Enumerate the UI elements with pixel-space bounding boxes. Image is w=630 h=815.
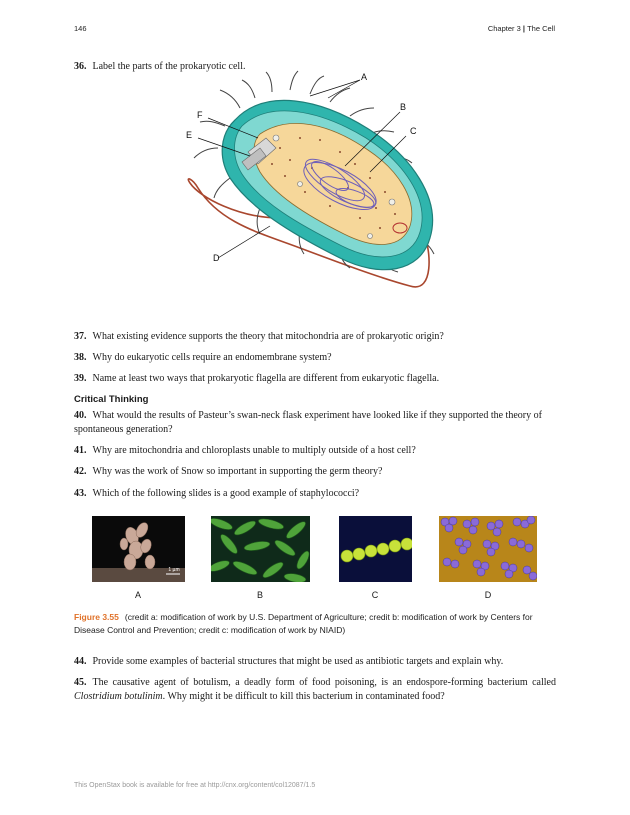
question-text: Why are mitochondria and chloroplasts unable to multiply outside of a host cell? bbox=[92, 445, 416, 456]
section-title: Critical Thinking bbox=[74, 394, 149, 405]
question-number: 37. bbox=[74, 331, 87, 342]
micrograph-label-d: D bbox=[484, 590, 492, 600]
micrograph-label-a: A bbox=[134, 590, 141, 600]
footer-note: This OpenStax book is available for free at http://cnx.org/content/col12087/1.5 bbox=[74, 782, 316, 789]
question-text: Label the parts of the prokaryotic cell. bbox=[92, 61, 246, 72]
question-45 bbox=[74, 676, 556, 704]
question-text: Name at least two ways that prokaryotic flagella are different from eukaryotic flagella. bbox=[92, 373, 440, 384]
question-text: What would the results of Pasteur’s swan-neck flask experiment have looked like if they supported the theory of spontaneous generation? bbox=[74, 410, 542, 435]
micrograph-b bbox=[211, 516, 310, 582]
question-40 bbox=[74, 409, 556, 437]
question-42 bbox=[74, 465, 556, 479]
question-number: 38. bbox=[74, 352, 87, 363]
page-number: 146 bbox=[74, 24, 87, 33]
cell-label-f: F bbox=[197, 110, 203, 120]
question-text: Which of the following slides is a good example of staphylococci? bbox=[92, 488, 360, 499]
question-number: 44. bbox=[74, 656, 87, 667]
question-38 bbox=[74, 351, 556, 365]
question-number: 41. bbox=[74, 445, 87, 456]
question-text: The causative agent of botulism, a deadly form of food poisoning, is an endospore-forming bacterium called bbox=[92, 677, 556, 688]
cell-label-b: B bbox=[400, 102, 407, 112]
question-text-end: . Why might it be difficult to kill this bacterium in contaminated food? bbox=[162, 691, 445, 702]
species-name: Clostridium botulinim bbox=[74, 691, 163, 702]
cell-label-e: E bbox=[186, 130, 193, 140]
question-number: 36. bbox=[74, 61, 87, 72]
micrograph-label-b: B bbox=[256, 590, 263, 600]
micrograph-c bbox=[339, 516, 412, 582]
question-43 bbox=[74, 487, 556, 501]
micrograph-d bbox=[439, 516, 537, 582]
micrograph-a bbox=[92, 516, 185, 582]
question-number: 45. bbox=[74, 677, 87, 688]
question-44 bbox=[74, 655, 556, 669]
scale-bar-label: 1 µm bbox=[168, 567, 180, 573]
question-number: 43. bbox=[74, 488, 87, 499]
chapter-number: Chapter 3 bbox=[487, 24, 521, 33]
cell-label-d: D bbox=[213, 253, 220, 263]
cell-label-c: C bbox=[410, 126, 417, 136]
question-text: Why was the work of Snow so important in supporting the germ theory? bbox=[92, 466, 383, 477]
question-number: 42. bbox=[74, 466, 87, 477]
chapter-title: The Cell bbox=[527, 24, 555, 33]
question-37 bbox=[74, 330, 556, 344]
figure-number: Figure 3.55 bbox=[74, 612, 119, 622]
question-text: Provide some examples of bacterial structures that might be used as antibiotic targets and explain why. bbox=[92, 656, 504, 667]
cytoplasm bbox=[254, 123, 412, 244]
cell-label-a: A bbox=[361, 72, 368, 82]
question-39 bbox=[74, 372, 556, 386]
question-number: 40. bbox=[74, 410, 87, 421]
question-41 bbox=[74, 444, 556, 458]
question-text: What existing evidence supports the theory that mitochondria are of prokaryotic origin? bbox=[92, 331, 444, 342]
running-header bbox=[488, 24, 555, 33]
micrograph-label-c: C bbox=[371, 590, 379, 600]
question-text: Why do eukaryotic cells require an endomembrane system? bbox=[92, 352, 332, 363]
caption-text: (credit a: modification of work by U.S. Department of Agriculture; credit b: modification of work by Centers for Disease Control and Prevention; credit c: modification of work by NIAID) bbox=[74, 612, 533, 635]
prokaryotic-cell-diagram bbox=[180, 68, 455, 328]
question-number: 39. bbox=[74, 373, 87, 384]
figure-caption bbox=[74, 611, 556, 637]
header-separator: | bbox=[520, 24, 528, 33]
